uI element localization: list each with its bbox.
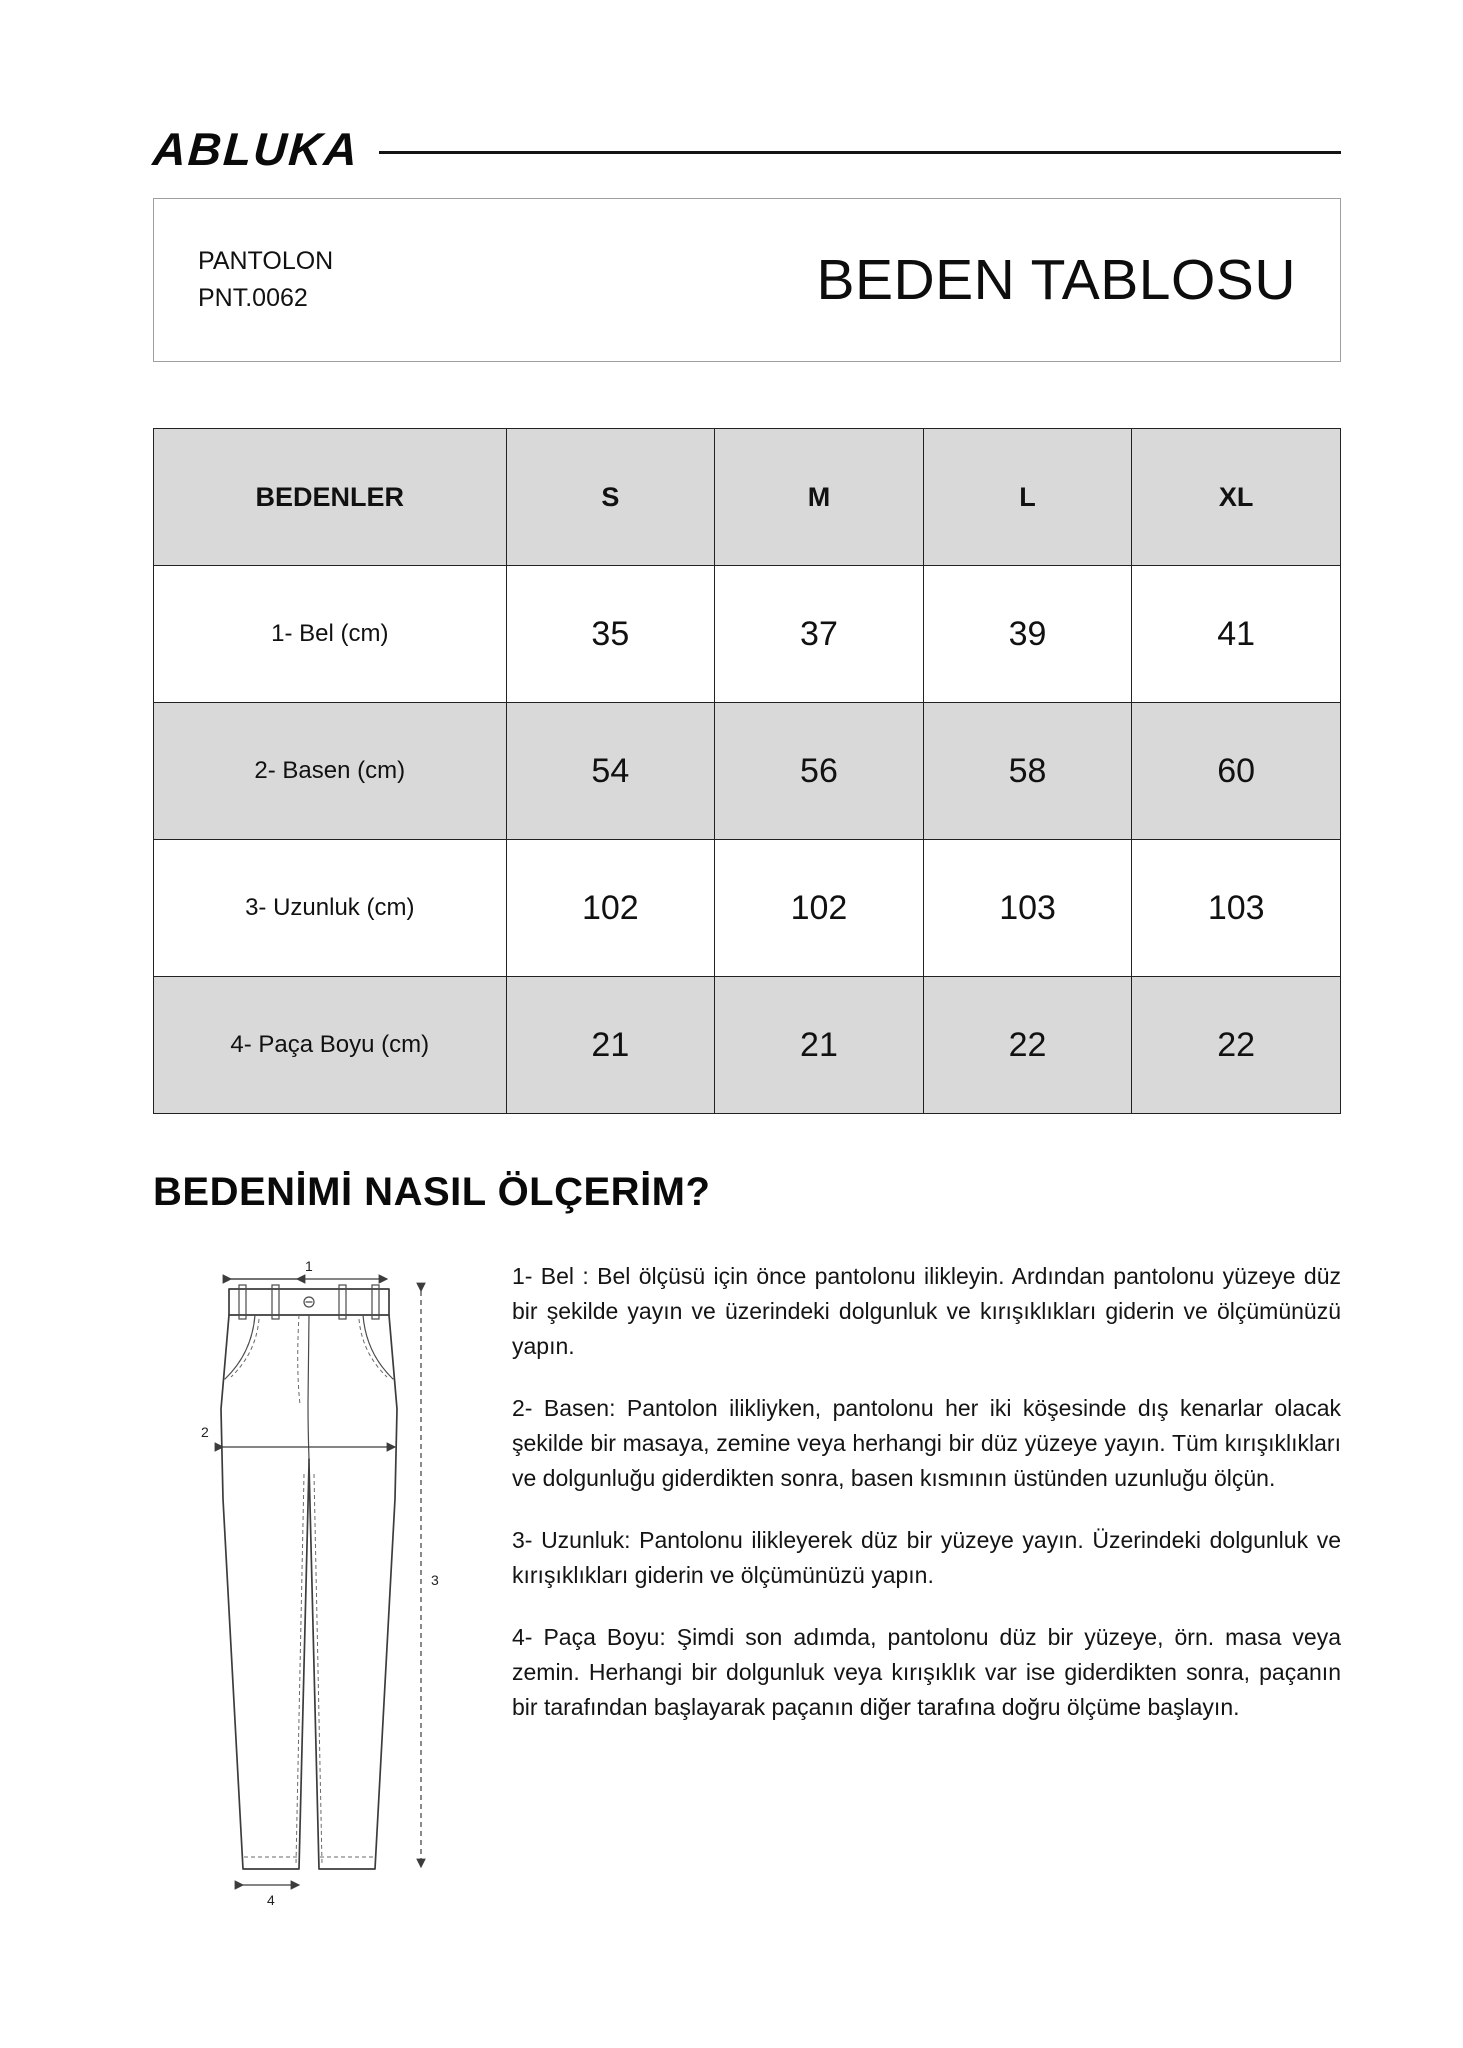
pants-figure-column (153, 1259, 512, 1914)
header-box (153, 198, 1341, 362)
table-cell: 102 (715, 840, 924, 977)
hip-measure-line (201, 1424, 395, 1447)
table-cell: 22 (923, 977, 1132, 1114)
table-cell: 56 (715, 703, 924, 840)
measure-label-2: 2 (201, 1424, 209, 1440)
product-type: PANTOLON (198, 246, 334, 275)
row-label: 2- Basen (cm) (154, 703, 507, 840)
brand-logo: ABLUKA (151, 123, 362, 175)
page-title: BEDEN TABLOSU (816, 248, 1296, 312)
table-row-basen (154, 703, 1341, 840)
row-label: 1- Bel (cm) (154, 566, 507, 703)
table-row-paca-boyu (154, 977, 1341, 1114)
measure-instructions (512, 1259, 1341, 1751)
table-cell: 37 (715, 566, 924, 703)
table-cell: 21 (506, 977, 715, 1114)
hem-measure-line (243, 1885, 299, 1908)
measure-label-1: 1 (305, 1259, 313, 1274)
table-cell: 103 (1132, 840, 1341, 977)
table-cell: 103 (923, 840, 1132, 977)
column-header-m: M (715, 429, 924, 566)
instruction-paragraph-basen: 2- Basen: Pantolon ilikliyken, pantolonu her iki köşesinde dış kenarlar olacak şekilde bir masaya, zemine veya herhangi bir düz yüzeye yayın. Tüm kırışıklıkları ve dolgunluğu giderdikten sonra, basen kısmının üstünden uzunluğu ölçün. (512, 1394, 1341, 1491)
instruction-paragraph-uzunluk: 3- Uzunluk: Pantolonu ilikleyerek düz bir yüzeye yayın. Üzerindeki dolgunluk ve kırışıklıkları giderin ve ölçümünüzü yapın. (512, 1526, 1341, 1588)
pants-outline (221, 1315, 397, 1869)
brand-row (153, 124, 1341, 174)
table-cell: 41 (1132, 566, 1341, 703)
column-header-xl: XL (1132, 429, 1341, 566)
column-header-bedenler: BEDENLER (154, 429, 507, 566)
table-cell: 58 (923, 703, 1132, 840)
product-info (198, 243, 333, 318)
table-cell: 35 (506, 566, 715, 703)
pants-measurement-diagram (159, 1259, 479, 1909)
table-row-uzunluk (154, 840, 1341, 977)
instruction-paragraph-bel: 1- Bel : Bel ölçüsü için önce pantolonu ilikleyin. Ardından pantolonu yüzeye düz bir şekilde yayın ve üzerindeki dolgunluk ve kırışıklıkları giderin ve ölçümünüzü yapın. (512, 1263, 1341, 1359)
measure-label-4: 4 (267, 1892, 275, 1908)
table-cell: 102 (506, 840, 715, 977)
measure-section-body (153, 1259, 1341, 1914)
pants-waistband (229, 1285, 389, 1319)
table-cell: 60 (1132, 703, 1341, 840)
column-header-l: L (923, 429, 1132, 566)
instruction-paragraph-paca-boyu: 4- Paça Boyu: Şimdi son adımda, pantolonu düz bir yüzeye, örn. masa veya zemin. Herhangi bir dolgunluk veya kırışıklık var ise giderdikten sonra, paçanın bir tarafından başlayarak paçanın diğer tarafına doğru ölçüme başlayın. (512, 1623, 1341, 1720)
section-heading: BEDENİMİ NASIL ÖLÇERİM? (153, 1170, 711, 1214)
size-table-header-row (154, 429, 1341, 566)
table-cell: 39 (923, 566, 1132, 703)
product-code: PNT.0062 (198, 284, 308, 312)
column-header-s: S (506, 429, 715, 566)
brand-rule-line (379, 151, 1341, 154)
row-label: 3- Uzunluk (cm) (154, 840, 507, 977)
measure-label-3: 3 (431, 1572, 439, 1588)
table-cell: 22 (1132, 977, 1341, 1114)
table-cell: 54 (506, 703, 715, 840)
waist-measure-line (231, 1259, 387, 1279)
table-cell: 21 (715, 977, 924, 1114)
length-measure-line (421, 1291, 439, 1867)
table-row-bel (154, 566, 1341, 703)
size-table (153, 428, 1341, 1114)
row-label: 4- Paça Boyu (cm) (154, 977, 507, 1114)
